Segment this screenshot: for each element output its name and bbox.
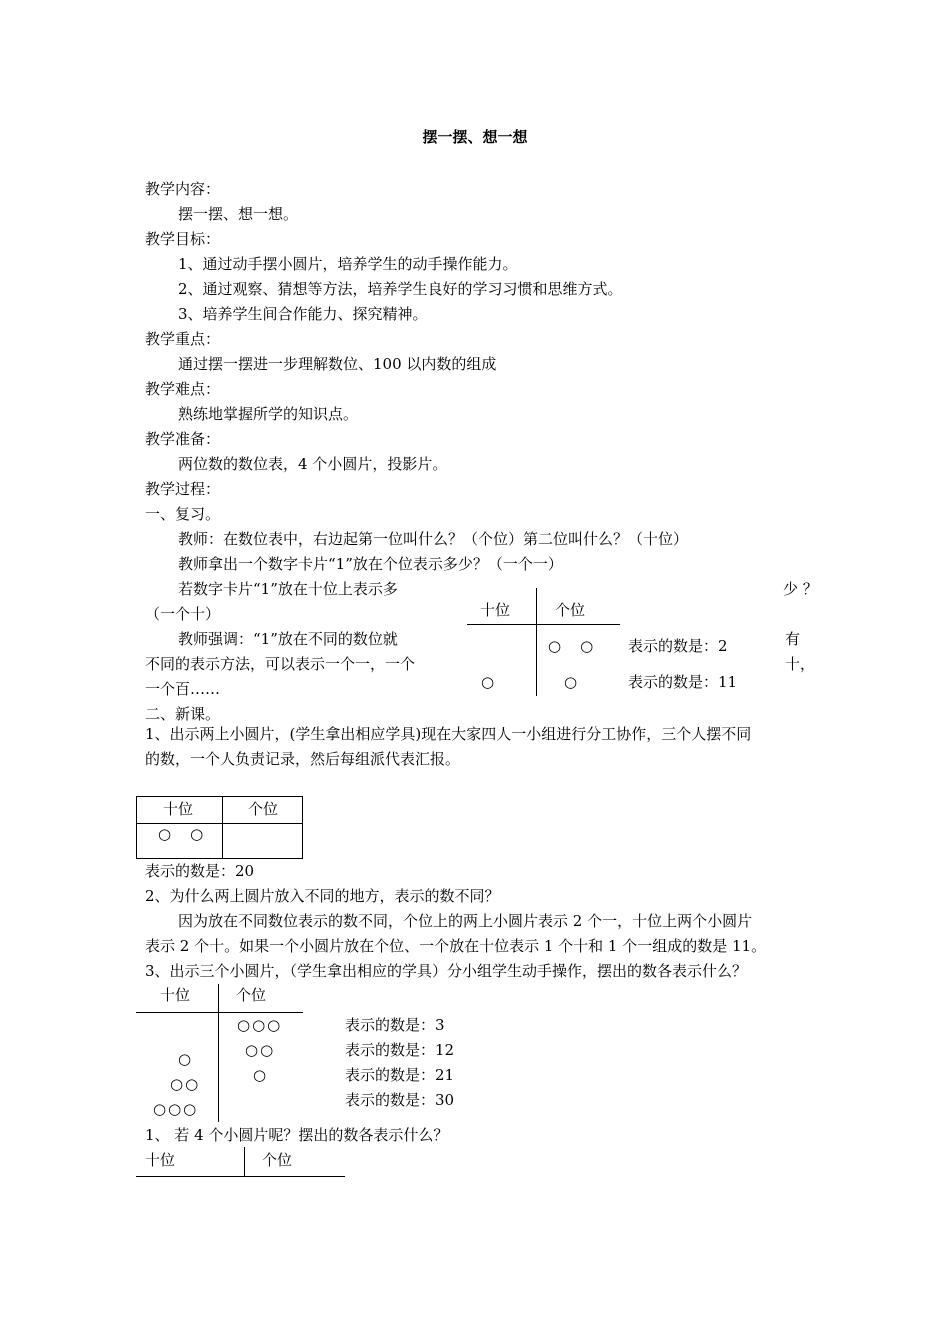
ones-circles: ○ ○	[548, 637, 596, 655]
tens-header: 十位	[145, 1151, 176, 1169]
table-divider	[136, 1176, 345, 1177]
tens-circles: ○○○	[153, 1100, 199, 1118]
table-divider	[467, 624, 620, 625]
ones-header: 个位	[262, 1151, 293, 1169]
question-3: 3、出示三个小圆片，（学生拿出相应的学具）分小组学生动手操作，摆出的数各表示什么？	[145, 962, 748, 980]
review-heading: 一、复习。	[145, 505, 221, 523]
table-caption: 表示的数是：3	[345, 1016, 445, 1034]
question-2: 2、为什么两上圆片放入不同的地方，表示的数不同？	[145, 887, 500, 905]
ones-header: 个位	[236, 986, 267, 1004]
difficulty-heading: 教学难点：	[145, 380, 221, 398]
table-divider	[218, 984, 219, 1122]
goal-item: 3、培养学生间合作能力、探究精神。	[178, 305, 428, 323]
review-line: 一个百……	[145, 680, 221, 698]
prep-text: 两位数的数位表，4 个小圆片，投影片。	[178, 455, 448, 473]
key-text: 通过摆一摆进一步理解数位、100 以内数的组成	[178, 355, 497, 373]
table-caption: 表示的数是：21	[345, 1066, 455, 1084]
tens-header: 十位	[163, 800, 194, 818]
tens-circles: ○ ○	[158, 825, 206, 843]
ones-header: 个位	[555, 601, 586, 619]
answer-2-line: 表示 2 个十。如果一个小圆片放在个位、一个放在十位表示 1 个十和 1 个一组成的数是 11。	[145, 937, 767, 955]
question-4: 1、 若 4 个小圆片呢？摆出的数各表示什么？	[145, 1126, 449, 1144]
table-caption: 表示的数是：11	[628, 673, 738, 691]
table-caption: 表示的数是：2	[628, 637, 728, 655]
review-line-end: 十，	[785, 655, 816, 673]
review-line: （一个十）	[145, 605, 221, 623]
process-heading: 教学过程：	[145, 480, 221, 498]
page-title: 摆一摆、想一想	[422, 128, 528, 146]
tens-circles: ○○	[170, 1075, 201, 1093]
tens-header: 十位	[480, 601, 511, 619]
ones-header: 个位	[248, 800, 279, 818]
content-heading: 教学内容：	[145, 180, 221, 198]
key-heading: 教学重点：	[145, 330, 221, 348]
tens-header: 十位	[160, 986, 191, 1004]
review-line: 教师：在数位表中，右边起第一位叫什么？（个位）第二位叫什么？（十位）	[178, 530, 689, 548]
ones-circles: ○	[253, 1066, 269, 1084]
review-line-end: 有	[785, 630, 801, 648]
ones-circles: ○○○	[237, 1016, 283, 1034]
table-caption: 表示的数是：12	[345, 1041, 455, 1059]
paragraph-line: 的数，一个人负责记录，然后每组派代表汇报。	[145, 750, 461, 768]
paragraph-line: 1、出示两上小圆片，(学生拿出相应学具)现在大家四人一小组进行分工协作，三个人摆不同	[145, 725, 752, 743]
goal-item: 1、通过动手摆小圆片，培养学生的动手操作能力。	[178, 255, 518, 273]
review-line: 若数字卡片“1”放在十位上表示多	[178, 580, 398, 598]
tens-circles: ○	[481, 673, 497, 691]
table-caption: 表示的数是：20	[145, 862, 255, 880]
ones-circles: ○○	[245, 1041, 276, 1059]
ones-circles: ○	[564, 673, 580, 691]
answer-2-line: 因为放在不同数位表示的数不同，个位上的两上小圆片表示 2 个一，十位上两个小圆片	[178, 912, 753, 930]
table-caption: 表示的数是：30	[345, 1091, 455, 1109]
table-divider	[136, 1012, 303, 1013]
review-line: 不同的表示方法，可以表示一个一，一个	[145, 655, 416, 673]
goals-heading: 教学目标：	[145, 230, 221, 248]
goal-item: 2、通过观察、猜想等方法，培养学生良好的学习习惯和思维方式。	[178, 280, 623, 298]
prep-heading: 教学准备：	[145, 430, 221, 448]
review-line: 教师拿出一个数字卡片“1”放在个位表示多少？（一个一）	[178, 555, 563, 573]
difficulty-text: 熟练地掌握所学的知识点。	[178, 405, 359, 423]
table-divider	[536, 588, 537, 696]
table-divider	[244, 1147, 245, 1177]
review-line: 教师强调：“1”放在不同的数位就	[178, 630, 398, 648]
review-line-end: 少 ？	[783, 580, 818, 598]
table-divider	[222, 796, 223, 859]
content-text: 摆一摆、想一想。	[178, 205, 299, 223]
tens-circles: ○	[178, 1050, 194, 1068]
new-lesson-heading: 二、新课。	[145, 705, 221, 723]
table-divider	[136, 823, 303, 824]
